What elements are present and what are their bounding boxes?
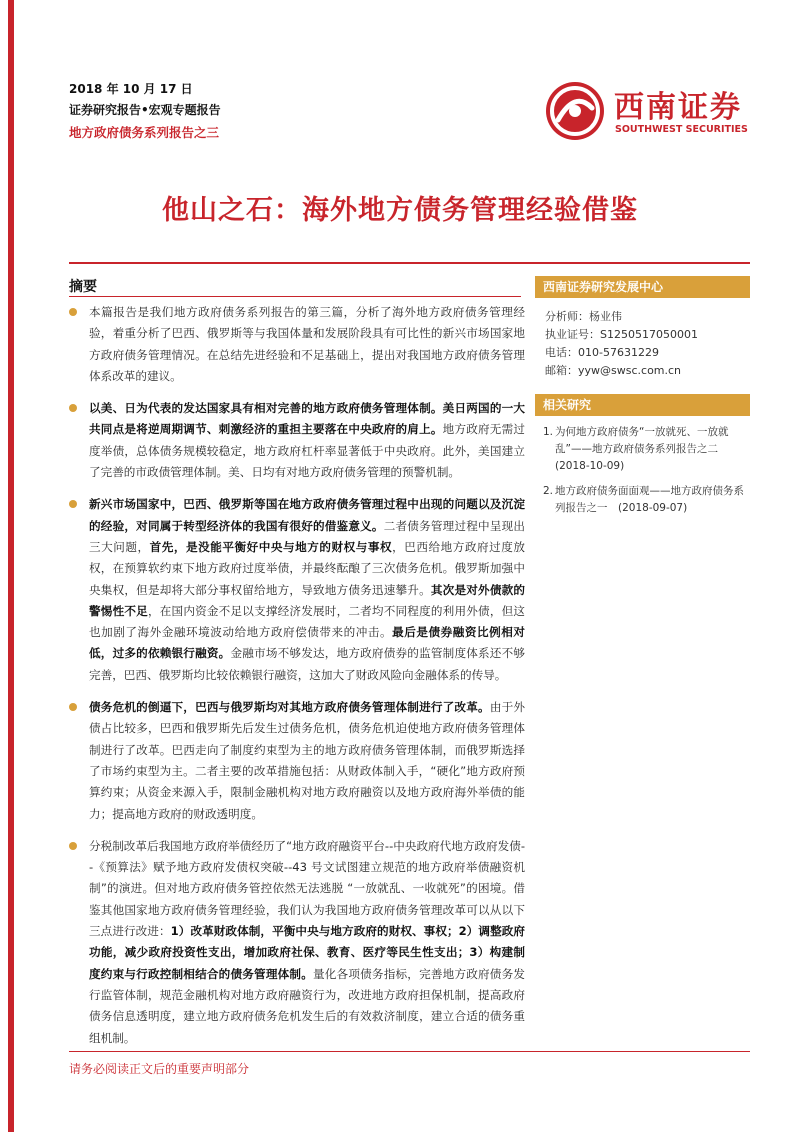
footer-divider bbox=[69, 1051, 750, 1052]
paragraph-text: 二者债务管理过程中呈现出三大问题， bbox=[89, 518, 525, 554]
item-title: 地方政府债务面面观——地方政府债务系列报告之一 (2018-09-07) bbox=[555, 485, 744, 514]
report-type: 证券研究报告•宏观专题报告 bbox=[69, 103, 221, 117]
paragraph-emphasis: 其次是对外债款的警惕性不足 bbox=[89, 582, 525, 618]
abstract-paragraph-1 bbox=[69, 302, 525, 387]
paragraph-emphasis: 首先，是没能平衡好中央与地方的财权与事权 bbox=[149, 539, 393, 554]
logo-chinese-name: 西南证券 bbox=[614, 90, 742, 125]
abstract-paragraph-2 bbox=[69, 398, 525, 483]
paragraph-lead: 新兴市场国家中，巴西、俄罗斯等国在地方政府债务管理过程中出现的问题以及沉淀的经验，对同属于转型经济体的我国有很好的借鉴意义。 bbox=[89, 497, 525, 533]
item-number: 1. bbox=[543, 426, 554, 438]
analyst-email[interactable]: 邮箱：yyw@swsc.com.cn bbox=[545, 364, 682, 377]
paragraph-text: ，在国内资金不足以支撑经济发展时，二者均不同程度的利用外债，但这也加剧了海外金融环境波动给地方政府偿债带来的冲击。 bbox=[89, 603, 525, 640]
analyst-name: 分析师：杨业伟 bbox=[545, 310, 622, 323]
paragraph-text: 本篇报告是我们地方政府债务系列报告的第三篇，分析了海外地方政府债务管理经验，着重分析了巴西、俄罗斯等与我国体量和发展阶段具有可比性的新兴市场国家地方政府债务管理情况。在总结先进经验和不足基础上，提出对我国地方政府债务管理体系改革的建议。 bbox=[89, 305, 525, 383]
footer-disclaimer: 请务必阅读正文后的重要声明部分 bbox=[69, 1062, 250, 1076]
paragraph-text: 金融市场不够发达，地方政府债券的监管制度体系还不够完善，巴西、俄罗斯均比较依赖银行融资，这加大了财政风险向金融体系的传导。 bbox=[89, 646, 525, 682]
bullet-dot-icon bbox=[69, 404, 77, 412]
paragraph-text: 量化各项债务指标，完善地方政府债务发行监管体制，规范金融机构对地方政府融资行为，改进地方政府担保机制，提高政府债务信息透明度，建立地方政府债务危机发生后的有效救济制度，建立合适的债务重组机制。 bbox=[89, 966, 525, 1045]
paragraph-emphasis: 最后是债券融资比例相对低，过多的依赖银行融资。 bbox=[89, 625, 525, 661]
paragraph-text: 由于外债占比较多，巴西和俄罗斯先后发生过债务危机，债务危机迫使地方政府债务管理体制进行了改革。巴西走向了制度约束型为主的地方政府债务管理体制，而俄罗斯选择了市场约束型为主。二者主要的改革措施包括：从财政体制入手，“硬化”地方政府预算约束；从资金来源入手，限制金融机构对地方政府融资以及地方政府海外举债的能力；提高地方政府的财政透明度。 bbox=[89, 700, 525, 821]
analyst-phone: 电话：010-57631229 bbox=[545, 346, 659, 359]
abstract-body bbox=[69, 302, 525, 1060]
paragraph-lead: 债务危机的倒逼下，巴西与俄罗斯均对其地方政府债务管理体制进行了改革。 bbox=[89, 700, 490, 715]
bullet-dot-icon bbox=[69, 308, 77, 316]
page-title: 他山之石：海外地方债务管理经验借鉴 bbox=[162, 195, 638, 226]
paragraph-emphasis: 1）改革财政体制，平衡中央与地方政府的财权、事权；2）调整政府功能，减少政府投资性支出，增加政府社保、教育、医疗等民生性支出；3）构建制度约束与行政控制相结合的债务管理体制。 bbox=[89, 924, 525, 981]
item-number: 2. bbox=[543, 485, 554, 497]
logo-english-name: SOUTHWEST SECURITIES bbox=[615, 124, 748, 135]
left-accent-bar bbox=[8, 0, 14, 1132]
bullet-dot-icon bbox=[69, 842, 77, 850]
paragraph-text: ，巴西给地方政府过度放权，在预算软约束下地方政府过度举债，并最终酝酿了三次债务危机。俄罗斯加强中央集权，但是却将大部分事权留给地方，导致地方债务迅速攀升。 bbox=[89, 539, 525, 597]
bullet-dot-icon bbox=[69, 703, 77, 711]
paragraph-text: 地方政府无需过度举债，总体债务规模较稳定，地方政府杠杆率显著低于中央政府。此外，美国建立了完善的市政债管理体制。美、日均有对地方政府债务管理的预警机制。 bbox=[89, 422, 525, 480]
paragraph-text: 分税制改革后我国地方政府举债经历了“地方政府融资平台--中央政府代地方政府发债--《预算法》赋予地方政府发债权突破--43 号文试图建立规范的地方政府举债融资机制”的演进。但对地方政府债务管控依然无法逃脱 “一放就乱、一收就死”的困境。借鉴其他国家地方政府债务管理经验，我们认为我国地方政府债务管理改革可以从以下三点进行改进： bbox=[89, 838, 525, 939]
paragraph-lead: 以美、日为代表的发达国家具有相对完善的地方政府债务管理体制。美日两国的一大共同点是将逆周期调节、刺激经济的重担主要落在中央政府的肩上。 bbox=[89, 401, 525, 437]
abstract-paragraph-5 bbox=[69, 836, 525, 1049]
analyst-info bbox=[535, 298, 750, 380]
abstract-divider bbox=[69, 296, 521, 297]
title-divider bbox=[69, 262, 750, 264]
report-series: 地方政府债务系列报告之三 bbox=[69, 125, 220, 140]
company-logo bbox=[544, 80, 749, 142]
analyst-license: 执业证号：S1250517050001 bbox=[545, 328, 698, 341]
sidebar bbox=[535, 276, 750, 525]
related-research-item[interactable] bbox=[535, 483, 750, 517]
related-research-heading: 相关研究 bbox=[535, 394, 750, 416]
abstract-heading: 摘要 bbox=[69, 279, 97, 295]
related-research-item[interactable] bbox=[535, 424, 750, 475]
related-research-list bbox=[535, 416, 750, 517]
research-center-banner: 西南证券研究发展中心 bbox=[535, 276, 750, 298]
abstract-paragraph-4 bbox=[69, 697, 525, 825]
report-date: 2018 年 10 月 17 日 bbox=[69, 82, 193, 96]
logo-emblem-icon bbox=[544, 80, 606, 142]
item-title: 为何地方政府债务“一放就死、一放就乱”——地方政府债务系列报告之二 (2018-10-09) bbox=[555, 426, 729, 472]
abstract-paragraph-3 bbox=[69, 494, 525, 686]
bullet-dot-icon bbox=[69, 500, 77, 508]
